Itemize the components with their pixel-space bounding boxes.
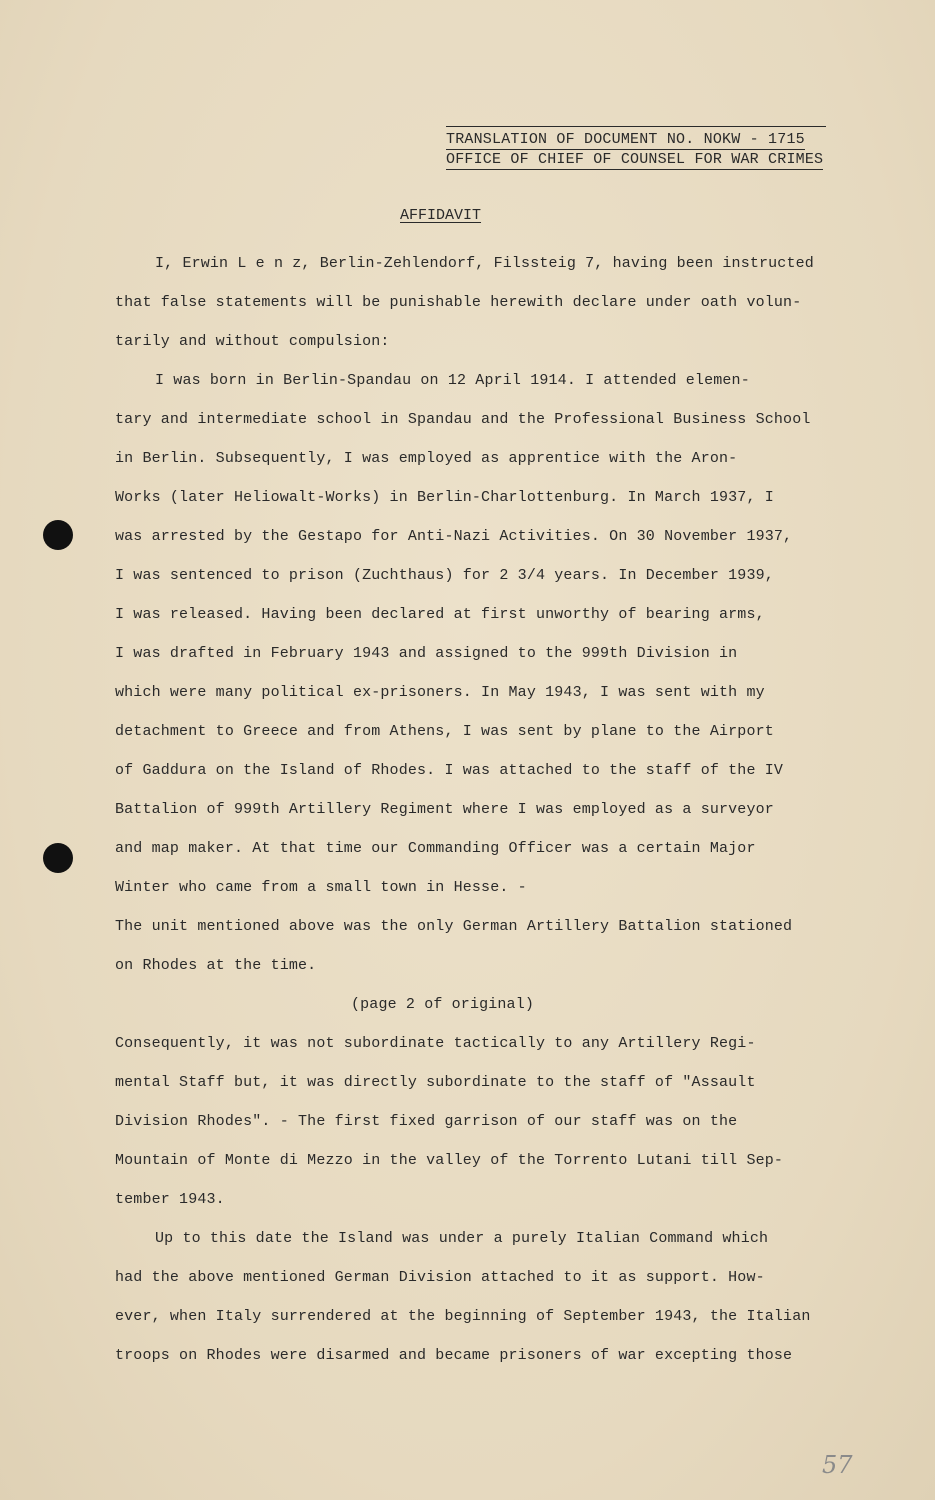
body-line: Battalion of 999th Artillery Regiment where I was employed as a surveyor [115, 801, 774, 818]
header-line-1: TRANSLATION OF DOCUMENT NO. NOKW - 1715 [446, 131, 805, 148]
body-line: was arrested by the Gestapo for Anti-Nazi Activities. On 30 November 1937, [115, 528, 793, 545]
document-header [446, 130, 846, 170]
punch-hole-upper [43, 520, 73, 550]
header-top-rule [446, 126, 826, 127]
body-line: in Berlin. Subsequently, I was employed as apprentice with the Aron- [115, 450, 738, 467]
body-line: I, Erwin L e n z, Berlin-Zehlendorf, Filssteig 7, having been instructed [155, 255, 814, 272]
body-line: I was released. Having been declared at first unworthy of bearing arms, [115, 606, 765, 623]
body-line: Mountain of Monte di Mezzo in the valley of the Torrento Lutani till Sep- [115, 1152, 784, 1169]
page-reference: (page 2 of original) [350, 996, 535, 1013]
body-line: I was drafted in February 1943 and assigned to the 999th Division in [115, 645, 738, 662]
body-line: Consequently, it was not subordinate tactically to any Artillery Regi- [115, 1035, 756, 1052]
header-line-2: OFFICE OF CHIEF OF COUNSEL FOR WAR CRIMES [446, 151, 824, 168]
body-line: mental Staff but, it was directly subordinate to the staff of "Assault [115, 1074, 756, 1091]
body-line: had the above mentioned German Division attached to it as support. How- [115, 1269, 765, 1286]
handwritten-page-number: 57 [822, 1451, 853, 1479]
body-line: and map maker. At that time our Commanding Officer was a certain Major [115, 840, 756, 857]
body-line: I was sentenced to prison (Zuchthaus) for 2 3/4 years. In December 1939, [115, 567, 774, 584]
body-line: that false statements will be punishable herewith declare under oath volun- [115, 294, 802, 311]
body-line: tary and intermediate school in Spandau and the Professional Business School [115, 411, 811, 428]
body-line: Works (later Heliowalt-Works) in Berlin-Charlottenburg. In March 1937, I [115, 489, 774, 506]
body-line: I was born in Berlin-Spandau on 12 April 1914. I attended elemen- [155, 372, 750, 389]
body-line: The unit mentioned above was the only German Artillery Battalion stationed [115, 918, 793, 935]
affidavit-body [115, 244, 860, 1375]
body-line: which were many political ex-prisoners. In May 1943, I was sent with my [115, 684, 765, 701]
body-line: on Rhodes at the time. [115, 957, 317, 974]
body-line: Division Rhodes". - The first fixed garrison of our staff was on the [115, 1113, 738, 1130]
body-line: tember 1943. [115, 1191, 225, 1208]
punch-hole-lower [43, 843, 73, 873]
body-line: of Gaddura on the Island of Rhodes. I was attached to the staff of the IV [115, 762, 784, 779]
body-line: detachment to Greece and from Athens, I was sent by plane to the Airport [115, 723, 774, 740]
document-title: AFFIDAVIT [400, 207, 482, 224]
body-line: Winter who came from a small town in Hesse. - [115, 879, 527, 896]
body-line: ever, when Italy surrendered at the beginning of September 1943, the Italian [115, 1308, 811, 1325]
body-line: tarily and without compulsion: [115, 333, 390, 350]
body-line: troops on Rhodes were disarmed and became prisoners of war excepting those [115, 1347, 793, 1364]
body-line: Up to this date the Island was under a purely Italian Command which [155, 1230, 769, 1247]
